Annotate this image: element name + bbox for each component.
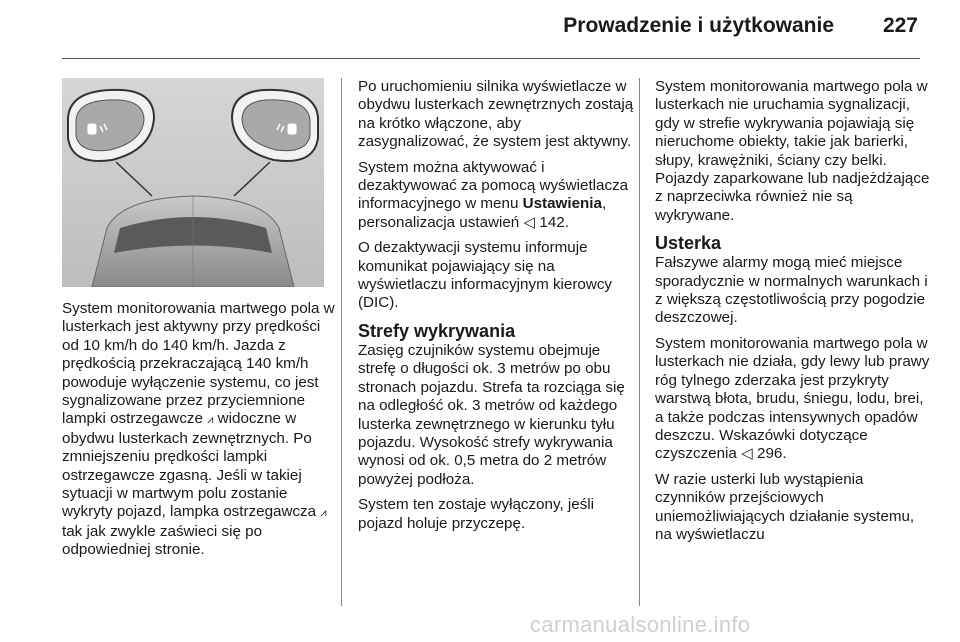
page-ref[interactable]: 296. <box>757 445 787 463</box>
paragraph: System monitorowania martwego pola w lusterkach jest aktywny przy prędkości od 10 km/h do 140 km/h. Jazda z prędkością przekraczającą 140 km/h powoduje wyłączenie systemu, co jest sygnalizowane przez przyciemnione lampki ostrzegawcze ⩘ widoczne w obydwu lusterkach zewnętrznych. Po zmniejszeniu prędkości lampki ostrzegawcze zgasną. Jeśli w takiej sytuacji w martwym polu zostanie wykryty pojazd, lampka ostrzegawcza ⩘ tak jak zwykle zaświeci się po odpowiedniej stronie. <box>62 300 335 559</box>
paragraph: Fałszywe alarmy mogą mieć miejsce sporadycznie w normalnych warunkach i z większą częstotliwością przy pogodzie deszczowej. <box>655 254 928 327</box>
paragraph: System ten zostaje wyłączony, jeśli pojazd holuje przyczepę. <box>358 496 595 532</box>
section-heading: Usterka <box>655 233 722 254</box>
paragraph: O dezaktywacji systemu informuje komunikat pojawiający się na wyświetlaczu informacyjnym kierowcy (DIC). <box>358 239 613 312</box>
page-ref-arrow-icon: ◁ <box>741 445 753 463</box>
page-header-title: Prowadzenie i użytkowanie <box>563 14 834 37</box>
watermark: carmanualsonline.info <box>530 612 751 637</box>
paragraph: System można aktywować i dezaktywować za pomocą wyświetlacza informacyjnego w menu Ustawienia, personalizacja ustawień ◁ 142. <box>358 158 629 231</box>
paragraph: Po uruchomieniu silnika wyświetlacze w obydwu lusterkach zewnętrznych zostają na krótko włączone, aby zasygnalizować, że system jest aktywny. <box>358 78 634 151</box>
paragraph: System monitorowania martwego pola w lusterkach nie uruchamia sygnalizacji, gdy w strefie wykrywania pojawiają się nieruchome obiekty, takie jak barierki, słupy, krawężniki, ściany czy belki. Pojazdy zaparkowane lub nadjeżdżające z naprzeciwka również nie są wykrywane. <box>655 78 930 224</box>
column-divider-1 <box>341 78 342 606</box>
menu-name: Ustawienia <box>522 195 602 213</box>
page-ref[interactable]: 142. <box>539 213 569 231</box>
page-number: 227 <box>882 14 918 37</box>
side-blind-zone-icon: ⩘ <box>320 507 327 520</box>
paragraph: System monitorowania martwego pola w lusterkach nie działa, gdy lewy lub prawy róg tylnego zderzaka jest przykryty warstwą błota, brudu, śniegu, lodu, brei, a także podczas intensywnych opadów deszczu. Wskazówki dotyczące czyszczenia ◁ 296. <box>655 334 930 463</box>
side-blind-zone-icon: ⩘ <box>207 414 214 427</box>
mirror-blind-zone-figure <box>62 78 324 287</box>
header-divider <box>62 58 920 59</box>
text-column-1 <box>62 300 336 567</box>
paragraph: W razie usterki lub wystąpienia czynników przejściowych uniemożliwiających działanie systemu, na wyświetlaczu <box>655 470 915 543</box>
column-divider-2 <box>639 78 640 606</box>
section-heading: Strefy wykrywania <box>358 320 516 341</box>
text-column-2 <box>358 78 634 540</box>
text-column-3 <box>655 78 930 551</box>
page-ref-arrow-icon: ◁ <box>523 213 536 231</box>
paragraph: Zasięg czujników systemu obejmuje strefę o długości ok. 3 metrów po obu stronach pojazdu. Strefa ta rozciąga się na odległość ok. 3 metrów od każdego lusterka zewnętrznego w kierunku tyłu pojazdu. Wysokość strefy wykrywania wynosi od ok. 0,5 metra do 2 metrów powyżej podłoża. <box>358 341 625 488</box>
